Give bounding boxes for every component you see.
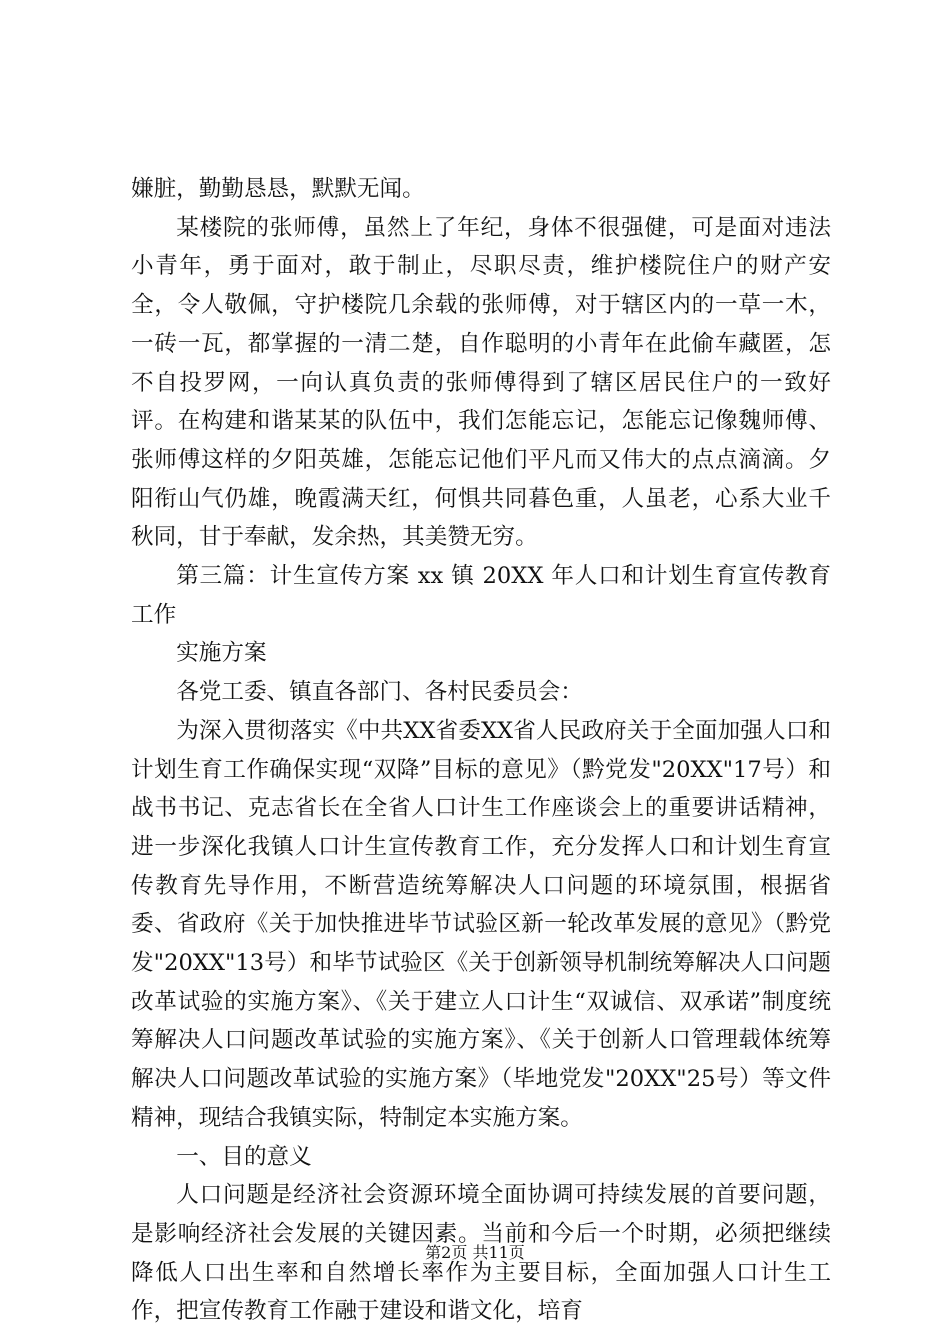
paragraph-2: 某楼院的张师傅，虽然上了年纪，身体不很强健，可是面对违法小青年，勇于面对，敢于制止，尽职尽责，维护楼院住户的财产安全，令人敬佩，守护楼院几余载的张师傅，对于辖区内的一草一木，一砖一瓦，都掌握的一清二楚，自作聪明的小青年在此偷车藏匿，怎不自投罗网，一向认真负责的张师傅得到了辖区居民住户的一致好评。在构建和谐某某的队伍中，我们怎能忘记，怎能忘记像魏师傅、张师傅这样的夕阳英雄，怎能忘记他们平凡而又伟大的点点滴滴。夕阳衔山气仍雄，晚霞满天红，何惧共同暮色重，人虽老，心系大业千秋同，甘于奉献，发余热，其美赞无穷。 — [131, 214, 831, 551]
paragraph-purpose: 人口问题是经济社会资源环境全面协调可持续发展的首要问题，是影响经济社会发展的关键因素。当前和今后一个时期，必须把继续降低人口出生率和自然增长率作为主要目标，全面加强人口计生工作，把宣传教育工作融于建设和谐文化，培育 — [131, 1182, 831, 1325]
section-heading-3: 第三篇：计生宣传方案 xx 镇 20XX 年人口和计划生育宣传教育工作 — [131, 563, 831, 628]
section-subtitle: 实施方案 — [176, 640, 267, 667]
heading-purpose: 一、目的意义 — [176, 1143, 312, 1170]
paragraph-intro: 为深入贯彻落实《中共XX省委XX省人民政府关于全面加强人口和计划生育工作确保实现“双降”目标的意见》（黔党发"20XX"17号）和战书书记、克志省长在全省人口计生工作座谈会上的重要讲话精神，进一步深化我镇人口计生宣传教育工作，充分发挥人口和计划生育宣传教育先导作用，不断营造统筹解决人口问题的环境氛围，根据省委、省政府《关于加快推进毕节试验区新一轮改革发展的意见》（黔党发"20XX"13号）和毕节试验区《关于创新领导机制统筹解决人口问题改革试验的实施方案》、《关于建立人口计生“双诚信、双承诺”制度统筹解决人口问题改革试验的实施方案》、《关于创新人口管理载体统筹解决人口问题改革试验的实施方案》（毕地党发"20XX"25号）等文件精神，现结合我镇实际，特制定本实施方案。 — [131, 717, 831, 1131]
salutation: 各党工委、镇直各部门、各村民委员会： — [176, 679, 583, 706]
document-body — [131, 170, 831, 1331]
paragraph-1: 嫌脏，勤勤恳恳，默默无闻。 — [131, 176, 425, 202]
page-number-footer: 第2页 共11页 — [425, 1243, 525, 1262]
